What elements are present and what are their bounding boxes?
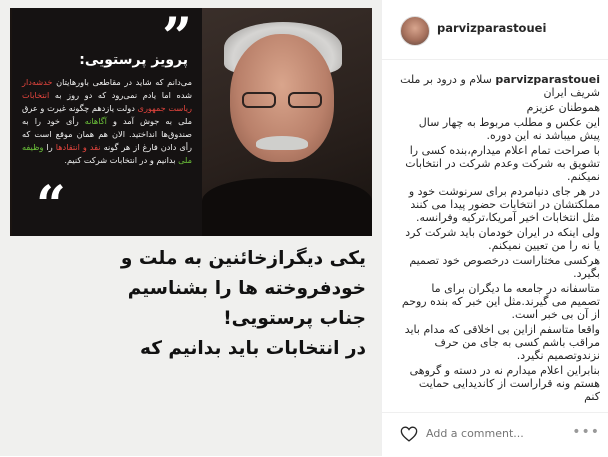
- quote-box: [12, 8, 202, 236]
- caption-paragraph: ولی اینکه در ایران خودمان باید شرکت کرد یا نه را من تعیین نمیکنم.: [405, 226, 600, 252]
- quote-segment: بدانیم و در انتخابات شرکت کنیم.: [64, 155, 179, 165]
- headline-line-cut: در انتخابات باید بدانیم که: [140, 338, 366, 359]
- quote-segment: انتخابات ریاست جمهوری: [22, 90, 192, 113]
- quote-segment: آگاهانه: [84, 116, 107, 126]
- caption-area[interactable]: [400, 73, 600, 408]
- headline-line: جناب پرستویی!: [223, 308, 366, 329]
- quote-segment: خدشه‌دار: [22, 77, 53, 87]
- caption-paragraph: این عکس و مطلب مربوط به چهار سال پیش میباشد نه این دوره.: [418, 116, 600, 142]
- comment-bar: [382, 412, 608, 457]
- caption-paragraph: هموطنان عزیزم: [526, 101, 600, 114]
- caption-first-line: [400, 73, 600, 99]
- caption-paragraph: با صراحت تمام اعلام میدارم،بنده کسی را تشویق به شرکت وعدم شرکت در انتخابات نمیکنم.: [405, 144, 600, 183]
- header-username[interactable]: parvizparastouei: [437, 21, 547, 35]
- caption-paragraph: بنابراین اعلام میدارم نه در دسته و گروهی هستم ونه قراراست از کاندیدایی حمایت کنم: [409, 364, 600, 403]
- caption-paragraph: واقعا متاسفم ازاین بی اخلاقی که مدام باید مراقب باشم کسی به جای من حرف نزندوتصمیم نگیرد.: [404, 323, 600, 362]
- headline-text: [14, 244, 366, 359]
- headline-line: خودفروخته ها را بشناسیم: [127, 278, 366, 299]
- caption-username[interactable]: parvizparastouei: [495, 73, 600, 86]
- post-sidebar: [382, 0, 608, 456]
- more-options-icon[interactable]: •••: [572, 424, 600, 440]
- quote-segment: می‌دانم که شاید در مقاطعی باورهایتان: [52, 77, 192, 87]
- quote-segment: را: [43, 142, 56, 152]
- heart-icon[interactable]: [400, 426, 418, 442]
- post-header: [382, 0, 608, 60]
- caption-paragraph: هرکسی مختاراست درخصوص خود تصمیم بگیرد.: [409, 254, 600, 280]
- quote-segment: شده اما یادم نمی‌رود که دو روز به: [49, 90, 192, 100]
- quote-segment: وظیفه ملی: [22, 142, 192, 165]
- quote-graphic: [10, 8, 372, 236]
- quote-title: پرویز پرستویی:: [79, 52, 188, 68]
- headline-line: یکی دیگرازخائنین به ملت و: [120, 248, 366, 269]
- quote-close-mark: “: [36, 175, 66, 236]
- quote-segment: نقد و انتقادها: [55, 142, 101, 152]
- quote-body: [22, 76, 192, 167]
- portrait-photo: [202, 8, 372, 236]
- quote-segment: دولت یازدهم چگونه غیرت و عرق ملی به جوش آمد و: [22, 103, 192, 126]
- caption-paragraph: متاسفانه در جامعه ما دیگران برای ما تصمیم می گیرند.مثل این خبر که بنده روحم از آن بی خبر است.: [401, 282, 600, 321]
- quote-open-mark: ”: [162, 7, 192, 68]
- caption-paragraph: سلام و درود بر ملت شریف ایران: [400, 73, 600, 99]
- add-comment-input[interactable]: [426, 427, 576, 440]
- quote-segment: رأی خود را به صندوق‌ها انداختید. الان هم همان موقع است که رأی دادن فارغ از هر گونه: [22, 116, 192, 152]
- caption-paragraph: در هر جای دنیامردم برای سرنوشت خود و مملکتشان در انتخابات حضور پیدا می کنند مثل انتخابات اخیر آمریکا،ترکیه وفرانسه.: [408, 185, 600, 224]
- portrait-mustache: [256, 136, 308, 150]
- avatar[interactable]: [400, 16, 430, 46]
- portrait-shoulders: [202, 178, 372, 236]
- portrait-glasses: [240, 92, 326, 108]
